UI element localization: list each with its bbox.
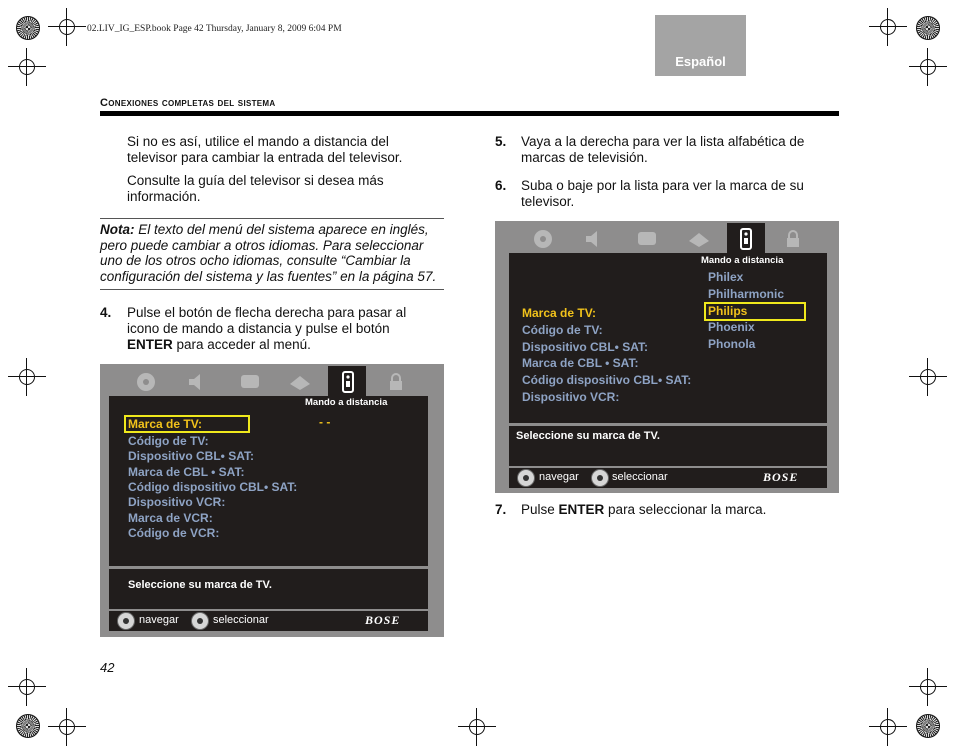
step-4-number: 4. [100, 305, 112, 320]
print-color-disc [916, 16, 940, 40]
step-6-text: Suba o baje por la lista para ver la marca de su televisor. [521, 178, 804, 209]
source-icon [288, 372, 312, 392]
menu-item-vcr-brand[interactable]: Marca de VCR: [128, 511, 213, 525]
brand-list-item[interactable]: Philharmonic [708, 287, 785, 301]
navigate-label: navegar [539, 471, 579, 483]
menu-item-cbl-sat-device[interactable]: Dispositivo CBL• SAT: [522, 340, 648, 354]
registration-mark [16, 56, 38, 78]
registration-mark [917, 676, 939, 698]
section-title: Conexiones completas del sistema [100, 97, 276, 109]
registration-mark [917, 366, 939, 388]
menu-item-vcr-code[interactable]: Código de VCR: [128, 526, 220, 540]
step-6-number: 6. [495, 178, 507, 193]
menu-item-cbl-sat-code[interactable]: Código dispositivo CBL• SAT: [522, 373, 692, 387]
registration-mark [56, 716, 78, 738]
speaker-icon [583, 229, 607, 249]
menu-item-tv-brand[interactable]: Marca de TV: [522, 306, 597, 320]
prompt-panel [109, 569, 428, 609]
select-label: seleccionar [612, 471, 668, 483]
select-button-icon [591, 469, 609, 487]
paragraph-tv-input: Si no es así, utilice el mando a distancia del televisor para cambiar la entrada del televisor. [127, 134, 403, 165]
note-label: Nota: [100, 222, 135, 237]
note-text: El texto del menú del sistema aparece en inglés, pero puede cambiar a otros idiomas. Para seleccionar uno de los otros ocho idiomas, consulte “Cambiar la configuración del sistema y las fuentes” en la página 57. [100, 222, 437, 284]
disc-icon [134, 372, 158, 392]
menu-title: Mando a distancia [305, 397, 388, 408]
bose-logo: BOSE [763, 470, 799, 484]
note-rule-top [100, 218, 444, 219]
menu-item-tv-code[interactable]: Código de TV: [128, 434, 209, 448]
footer-bar [509, 468, 827, 488]
prompt-text: Seleccione su marca de TV. [516, 430, 660, 442]
brand-list-item[interactable]: Phoenix [708, 320, 755, 334]
speaker-icon [186, 372, 210, 392]
lock-icon [384, 372, 408, 392]
navigate-label: navegar [139, 614, 179, 626]
brand-list-item[interactable]: Philex [708, 270, 744, 284]
tv-icon [238, 372, 262, 392]
registration-mark [16, 676, 38, 698]
registration-mark [466, 716, 488, 738]
prompt-text: Seleccione su marca de TV. [128, 579, 272, 591]
remote-icon [336, 370, 360, 390]
language-tab: Español [655, 15, 746, 76]
step-7-number: 7. [495, 502, 507, 517]
registration-mark [877, 716, 899, 738]
step-4-text: Pulse el botón de flecha derecha para pasar al icono de mando a distancia y pulse el botón ENTER para acceder al menú. [127, 305, 407, 352]
section-rule [100, 111, 839, 116]
registration-mark [917, 56, 939, 78]
registration-mark [56, 16, 78, 38]
step-5-text: Vaya a la derecha para ver la lista alfabética de marcas de televisión. [521, 134, 805, 165]
source-icon [687, 229, 711, 249]
brand-list-item-selected[interactable]: Philips [708, 304, 748, 318]
tv-icon [635, 229, 659, 249]
menu-item-tv-code[interactable]: Código de TV: [522, 323, 603, 337]
menu-item-tv-brand[interactable]: Marca de TV: [128, 417, 203, 431]
menu-item-vcr-device[interactable]: Dispositivo VCR: [128, 495, 226, 509]
menu-panel [509, 253, 827, 423]
step-7-text: Pulse ENTER para seleccionar la marca. [521, 502, 767, 517]
disc-icon [531, 229, 555, 249]
tv-menu-screenshot-1 [100, 364, 444, 637]
select-label: seleccionar [213, 614, 269, 626]
select-button-icon [191, 612, 209, 630]
brand-list-item[interactable]: Phonola [708, 337, 756, 351]
menu-title: Mando a distancia [701, 255, 784, 266]
prompt-panel [509, 426, 827, 466]
tv-menu-screenshot-2 [495, 221, 839, 493]
paragraph-consult-guide: Consulte la guía del televisor si desea más información. [127, 173, 384, 204]
menu-item-cbl-sat-code[interactable]: Código dispositivo CBL• SAT: [128, 480, 298, 494]
menu-item-cbl-sat-brand[interactable]: Marca de CBL • SAT: [522, 356, 639, 370]
bose-logo: BOSE [365, 613, 401, 627]
menu-panel [109, 396, 428, 566]
navigate-button-icon [117, 612, 135, 630]
print-color-disc [916, 714, 940, 738]
note-rule-bottom [100, 289, 444, 290]
menu-item-cbl-sat-device[interactable]: Dispositivo CBL• SAT: [128, 449, 254, 463]
print-color-disc [16, 714, 40, 738]
tv-brand-value: - - [319, 415, 331, 429]
registration-mark [877, 16, 899, 38]
remote-icon [734, 227, 758, 247]
print-color-disc [16, 16, 40, 40]
file-info: 02.LIV_IG_ESP.book Page 42 Thursday, January 8, 2009 6:04 PM [87, 24, 342, 34]
note [100, 222, 444, 284]
page-number: 42 [100, 660, 115, 675]
lock-icon [781, 229, 805, 249]
menu-item-cbl-sat-brand[interactable]: Marca de CBL • SAT: [128, 465, 245, 479]
menu-item-vcr-device[interactable]: Dispositivo VCR: [522, 390, 620, 404]
registration-mark [16, 366, 38, 388]
navigate-button-icon [517, 469, 535, 487]
footer-bar [109, 611, 428, 631]
step-5-number: 5. [495, 134, 507, 149]
